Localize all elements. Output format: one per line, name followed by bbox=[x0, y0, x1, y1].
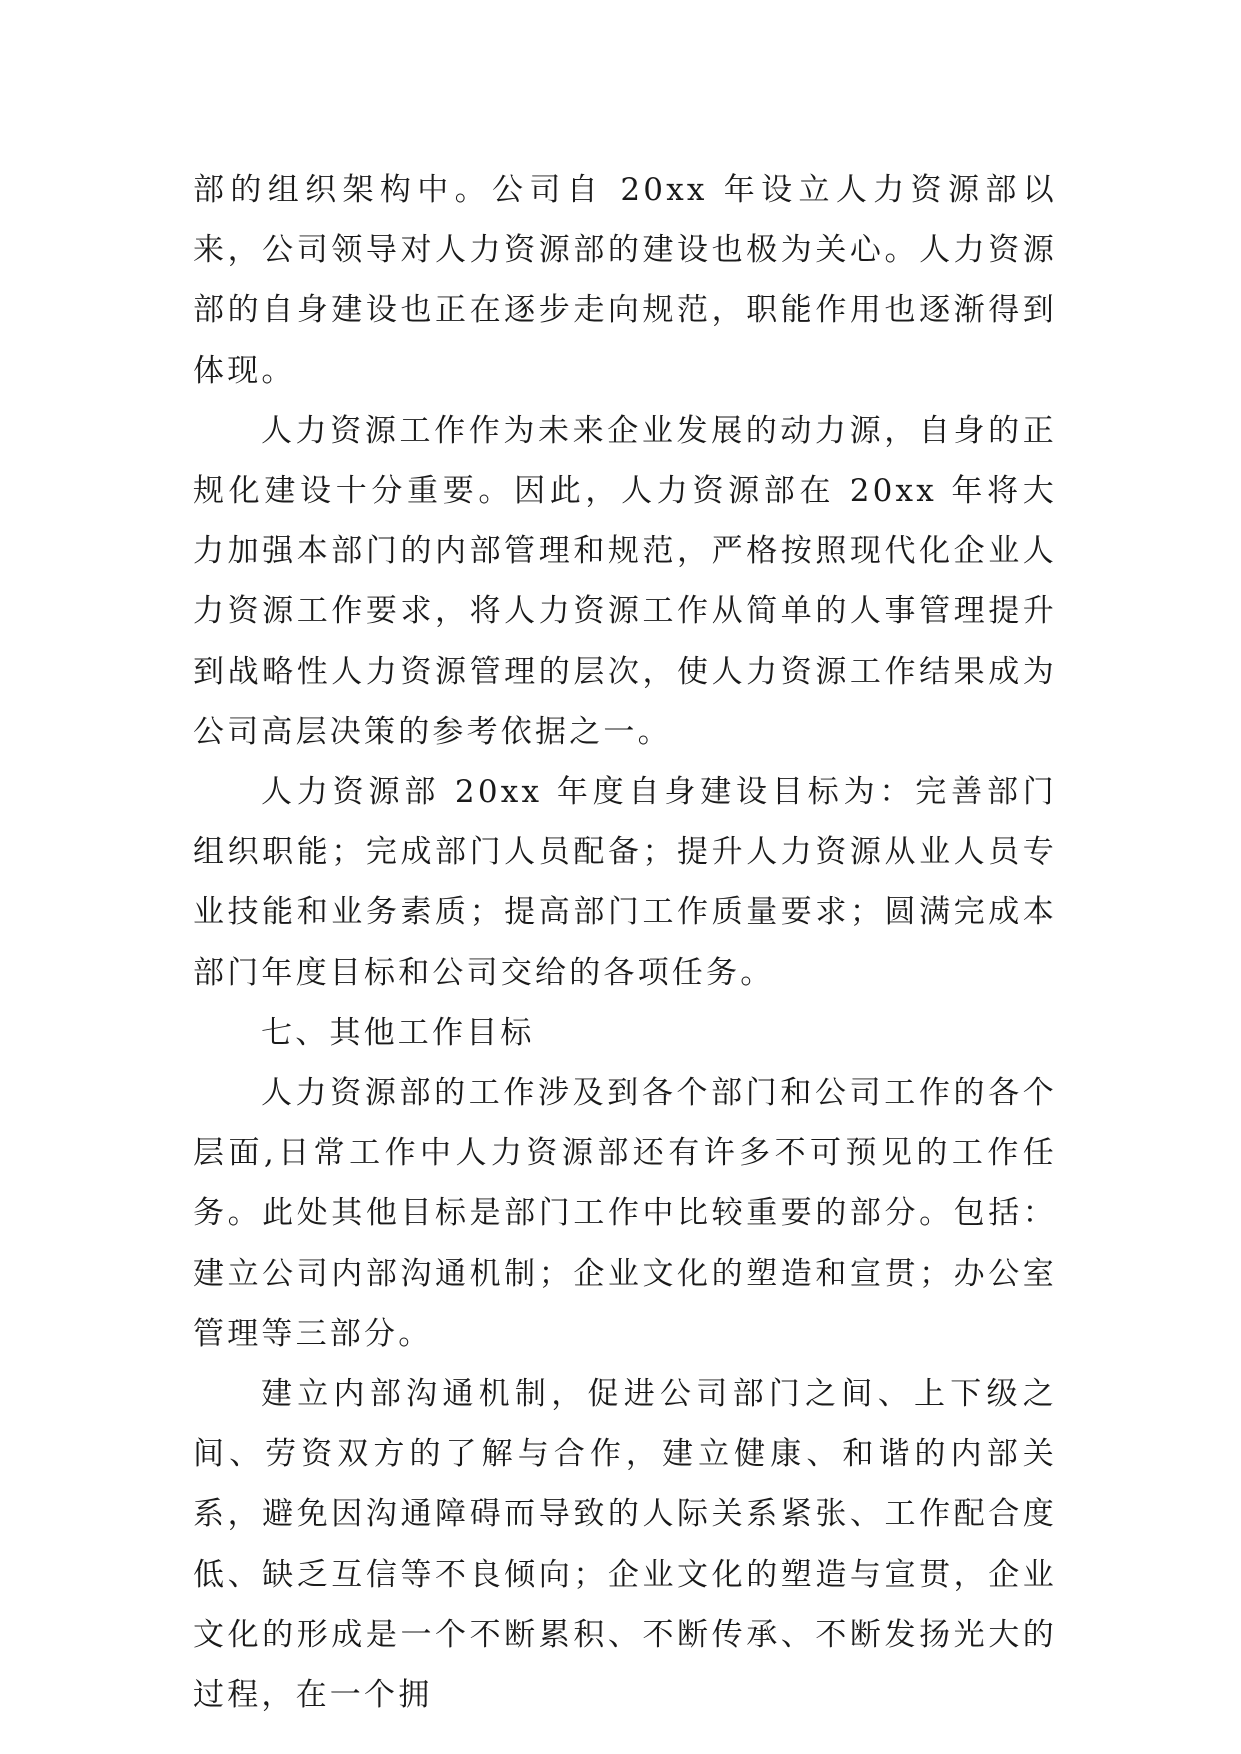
paragraph-4: 人力资源部的工作涉及到各个部门和公司工作的各个层面,日常工作中人力资源部还有许多不可预见的工作任务。此处其他目标是部门工作中比较重要的部分。包括：建立公司内部沟通机制；企业文化的塑造和宣贯；办公室管理等三部分。 bbox=[193, 1075, 1057, 1352]
paragraph-1: 部的组织架构中。公司自 20xx 年设立人力资源部以来，公司领导对人力资源部的建设也极为关心。人力资源部的自身建设也正在逐步走向规范，职能作用也逐渐得到体现。 bbox=[193, 172, 1057, 389]
paragraph-2: 人力资源工作作为未来企业发展的动力源，自身的正规化建设十分重要。因此，人力资源部在 20xx 年将大力加强本部门的内部管理和规范，严格按照现代化企业人力资源工作要求，将人力资源工作从简单的人事管理提升到战略性人力资源管理的层次，使人力资源工作结果成为公司高层决策的参考依据之一。 bbox=[193, 412, 1057, 750]
body-text bbox=[193, 160, 1057, 1725]
section-heading-7: 七、其他工作目标 bbox=[261, 1014, 535, 1051]
paragraph-3: 人力资源部 20xx 年度自身建设目标为：完善部门组织职能；完成部门人员配备；提升人力资源从业人员专业技能和业务素质；提高部门工作质量要求；圆满完成本部门年度目标和公司交给的各项任务。 bbox=[193, 774, 1057, 991]
paragraph-5: 建立内部沟通机制，促进公司部门之间、上下级之间、劳资双方的了解与合作，建立健康、和谐的内部关系，避免因沟通障碍而导致的人际关系紧张、工作配合度低、缺乏互信等不良倾向；企业文化的塑造与宣贯，企业文化的形成是一个不断累积、不断传承、不断发扬光大的过程，在一个拥 bbox=[193, 1376, 1057, 1714]
